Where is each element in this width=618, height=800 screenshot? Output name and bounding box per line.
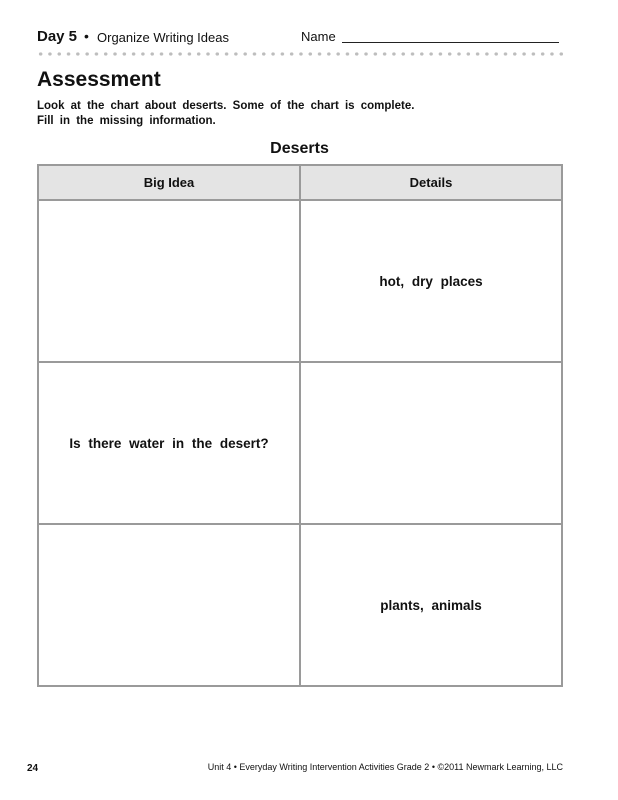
big-idea-cell-2: Is there water in the desert? bbox=[38, 362, 300, 524]
instructions bbox=[37, 99, 577, 129]
chart-header-row bbox=[38, 165, 562, 200]
table-row bbox=[38, 200, 562, 362]
page-number: 24 bbox=[27, 763, 39, 774]
name-label: Name bbox=[301, 29, 336, 44]
table-row bbox=[38, 362, 562, 524]
chart-title: Deserts bbox=[270, 140, 329, 157]
footer-credit: Unit 4 • Everyday Writing Intervention Activities Grade 2 • ©2011 Newmark Learning, LLC bbox=[207, 762, 563, 772]
details-cell-1: hot, dry places bbox=[300, 200, 562, 362]
lesson-subtitle: Organize Writing Ideas bbox=[97, 30, 229, 45]
deserts-chart bbox=[37, 164, 563, 687]
dotted-divider bbox=[36, 52, 566, 56]
instruction-line-1: Look at the chart about deserts. Some of the chart is complete. bbox=[37, 100, 415, 112]
details-cell-3: plants, animals bbox=[300, 524, 562, 686]
name-line[interactable] bbox=[342, 42, 559, 43]
table-row bbox=[38, 524, 562, 686]
details-cell-2[interactable] bbox=[300, 362, 562, 524]
day-label: Day 5 bbox=[37, 28, 78, 45]
header-details: Details bbox=[300, 165, 562, 200]
big-idea-cell-3[interactable] bbox=[38, 524, 300, 686]
instruction-line-2: Fill in the missing information. bbox=[37, 115, 216, 127]
big-idea-cell-1[interactable] bbox=[38, 200, 300, 362]
header-bullet: • bbox=[84, 28, 89, 44]
header-big-idea: Big Idea bbox=[38, 165, 300, 200]
page-title: Assessment bbox=[37, 68, 161, 91]
page-header bbox=[37, 27, 567, 47]
